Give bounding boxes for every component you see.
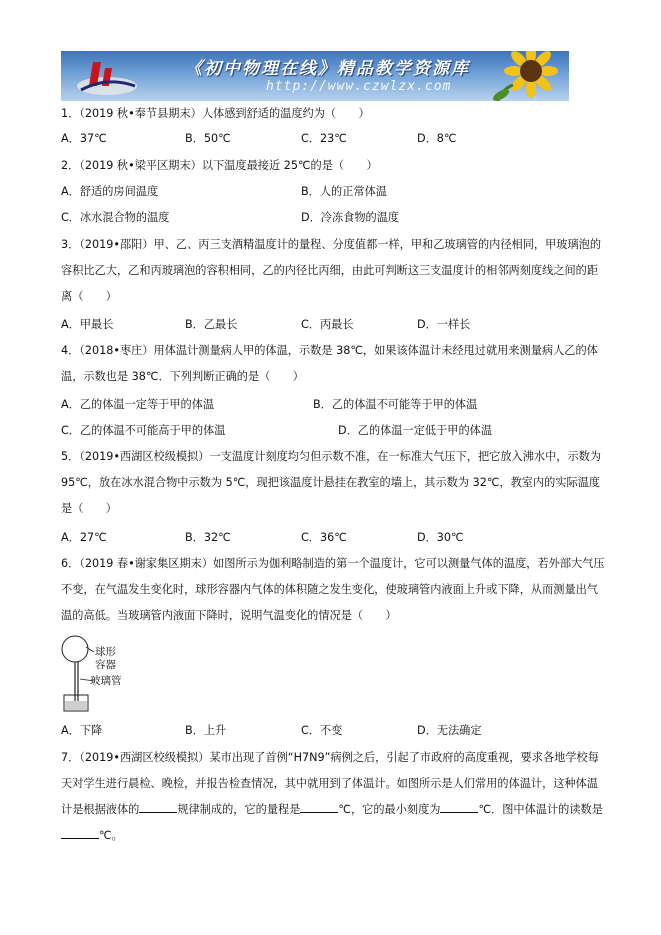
q7-text-3: ℃，它的最小刻度为	[338, 803, 441, 816]
fig-label-spherical: 球形	[95, 646, 116, 658]
question-6-stem: 6．（2019 春•谢家集区期末）如图所示为伽利略制造的第一个温度计，它可以测量气体的温度，若外部大气压不变，在气温发生变化时，球形容器内气体的体积随之发生变化，使玻璃管内液面上升或下降，从而测量出气温的高低。当玻璃管内液面下降时，说明气温变化的情况是（ ）	[61, 557, 605, 622]
q1-option-d: D．8℃	[417, 132, 457, 145]
q4-option-d: D．乙的体温一定低于甲的体温	[338, 424, 493, 437]
header-banner	[61, 51, 569, 101]
q2-option-d: D．冷冻食物的温度	[301, 211, 400, 224]
q5-option-d: D．30℃	[417, 531, 464, 544]
question-3-stem: 3．（2019•邵阳）甲、乙、丙三支酒精温度计的量程、分度值都一样，甲和乙玻璃管的内径相同，甲玻璃泡的容积比乙大，乙和丙玻璃泡的容积相同，乙的内径比丙细，由此可判断这三支温度计的相邻两刻度线之间的距离（ ）	[61, 238, 602, 303]
q4-option-a: A．乙的体温一定等于甲的体温	[61, 398, 215, 411]
q7-text-2: 规律制成的，它的量程是	[177, 803, 301, 816]
galileo-thermometer-figure	[58, 633, 168, 713]
q3-option-a: A．甲最长	[61, 318, 114, 331]
q7-text-4: ℃．图中体温计的读数是	[478, 803, 603, 816]
q3-option-d: D．一样长	[417, 318, 471, 331]
logo-icon	[71, 56, 141, 98]
q2-option-a: A．舒适的房间温度	[61, 185, 159, 198]
q3-option-c: C．丙最长	[301, 318, 354, 331]
question-7-stem	[61, 745, 609, 849]
q2-option-c: C．冰水混合物的温度	[61, 211, 170, 224]
q7-text-1: 7．（2019•西湖区校级模拟）某市出现了首例“H7N9”病例之后，引起了市政府的高度重视，要求各地学校每天对学生进行晨检、晚检，并报告检查情况，其中就用到了体温计。如图所示是人们常用的体温计，这种体温计是根据液体的	[61, 751, 599, 816]
sunflower-icon	[487, 51, 563, 101]
q7-blank-3[interactable]	[440, 800, 478, 813]
q6-option-a: A．下降	[61, 724, 103, 737]
q4-option-c: C．乙的体温不可能高于甲的体温	[61, 424, 226, 437]
q1-option-b: B．50℃	[185, 132, 231, 145]
q7-blank-1[interactable]	[139, 800, 177, 813]
q7-blank-4[interactable]	[61, 826, 99, 839]
q1-option-a: A．37℃	[61, 132, 107, 145]
question-2-stem: 2．（2019 秋•梁平区期末）以下温度最接近 25℃的是（ ）	[61, 159, 378, 172]
q3-option-b: B．乙最长	[185, 318, 238, 331]
banner-title: 《初中物理在线》精品教学资源库	[185, 59, 470, 79]
banner-url: http://www.czwlzx.com	[266, 79, 452, 94]
q4-option-b: B．乙的体温不可能等于甲的体温	[313, 398, 478, 411]
q6-option-b: B．上升	[185, 724, 227, 737]
question-5-stem: 5．（2019•西湖区校级模拟）一支温度计刻度均匀但示数不准，在一标准大气压下，把它放入沸水中，示数为 95℃，放在冰水混合物中示数为 5℃，现把该温度计悬挂在教室的墙上，其示数为 32℃，教室内的实际温度是（ ）	[61, 450, 602, 515]
fig-label-container: 容器	[95, 659, 116, 671]
question-1-stem: 1．（2019 秋•奉节县期末）人体感到舒适的温度约为（ ）	[61, 107, 370, 120]
fig-label-glass-tube: 玻璃管	[90, 675, 122, 687]
q1-option-c: C．23℃	[301, 132, 347, 145]
question-4-stem: 4．（2018•枣庄）用体温计测量病人甲的体温，示数是 38℃，如果该体温计未经甩过就用来测量病人乙的体温，示数也是 38℃．下列判断正确的是（ ）	[61, 344, 598, 383]
q7-blank-2[interactable]	[300, 800, 338, 813]
q6-option-c: C．不变	[301, 724, 343, 737]
q5-option-a: A．27℃	[61, 531, 107, 544]
q5-option-c: C．36℃	[301, 531, 347, 544]
q7-text-5: ℃。	[99, 829, 123, 842]
q6-option-d: D．无法确定	[417, 724, 482, 737]
q5-option-b: B．32℃	[185, 531, 231, 544]
q2-option-b: B．人的正常体温	[301, 185, 387, 198]
